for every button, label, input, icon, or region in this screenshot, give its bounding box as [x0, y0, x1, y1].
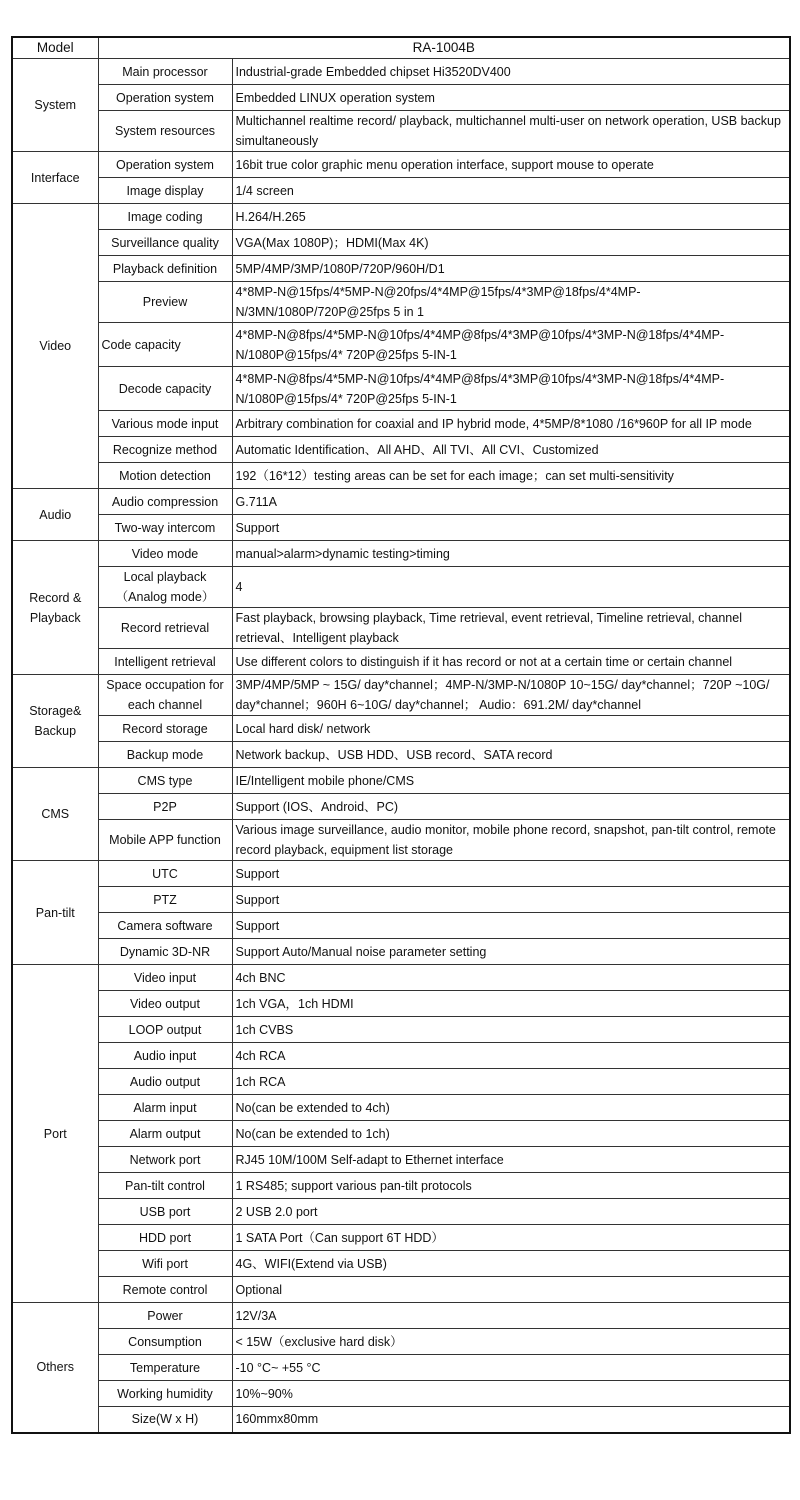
- spec-value-cell: Automatic Identification、All AHD、All TVI、All CVI、Customized: [232, 437, 790, 463]
- table-row: [12, 411, 790, 437]
- table-row: [12, 1251, 790, 1277]
- spec-value-cell: G.711A: [232, 489, 790, 515]
- spec-item-cell: Image display: [98, 178, 232, 204]
- table-row: [12, 230, 790, 256]
- spec-item-cell: Remote control: [98, 1277, 232, 1303]
- spec-item-cell: Size(W x H): [98, 1407, 232, 1433]
- table-row: [12, 541, 790, 567]
- spec-value-cell: 4G、WIFI(Extend via USB): [232, 1251, 790, 1277]
- spec-value-cell: 4*8MP-N@15fps/4*5MP-N@20fps/4*4MP@15fps/4*3MP@18fps/4*4MP-N/3MN/1080P/720P@25fps 5 in 1: [232, 282, 790, 323]
- spec-item-cell: Alarm output: [98, 1121, 232, 1147]
- table-row: [12, 463, 790, 489]
- spec-item-cell: Two-way intercom: [98, 515, 232, 541]
- category-cell: Interface: [12, 152, 98, 204]
- spec-item-cell: UTC: [98, 861, 232, 887]
- table-row: [12, 282, 790, 323]
- spec-body: [12, 59, 790, 1433]
- spec-value-cell: 2 USB 2.0 port: [232, 1199, 790, 1225]
- spec-value-cell: Support: [232, 887, 790, 913]
- spec-item-cell: PTZ: [98, 887, 232, 913]
- spec-value-cell: 10%~90%: [232, 1381, 790, 1407]
- category-cell: Video: [12, 204, 98, 489]
- table-row: [12, 1147, 790, 1173]
- table-row: [12, 1277, 790, 1303]
- spec-item-cell: Operation system: [98, 85, 232, 111]
- spec-value-cell: Embedded LINUX operation system: [232, 85, 790, 111]
- spec-item-cell: Intelligent retrieval: [98, 649, 232, 675]
- spec-value-cell: RJ45 10M/100M Self-adapt to Ethernet interface: [232, 1147, 790, 1173]
- table-row: [12, 515, 790, 541]
- table-row: [12, 256, 790, 282]
- table-row: [12, 1225, 790, 1251]
- table-row: [12, 178, 790, 204]
- spec-item-cell: Record storage: [98, 716, 232, 742]
- table-row: [12, 887, 790, 913]
- spec-item-cell: Video input: [98, 965, 232, 991]
- spec-value-cell: Support Auto/Manual noise parameter setting: [232, 939, 790, 965]
- table-row: [12, 367, 790, 411]
- table-row: [12, 1355, 790, 1381]
- category-cell: Port: [12, 965, 98, 1303]
- spec-item-cell: Pan-tilt control: [98, 1173, 232, 1199]
- spec-value-cell: 1 RS485; support various pan-tilt protocols: [232, 1173, 790, 1199]
- spec-value-cell: 1ch VGA，1ch HDMI: [232, 991, 790, 1017]
- table-row: [12, 567, 790, 608]
- spec-item-cell: Code capacity: [98, 323, 232, 367]
- spec-item-cell: Surveillance quality: [98, 230, 232, 256]
- spec-item-cell: Various mode input: [98, 411, 232, 437]
- spec-item-cell: Backup mode: [98, 742, 232, 768]
- spec-value-cell: Network backup、USB HDD、USB record、SATA record: [232, 742, 790, 768]
- spec-value-cell: Use different colors to distinguish if it has record or not at a certain time or certain channel: [232, 649, 790, 675]
- table-row: [12, 649, 790, 675]
- table-row: [12, 1095, 790, 1121]
- spec-value-cell: IE/Intelligent mobile phone/CMS: [232, 768, 790, 794]
- spec-item-cell: P2P: [98, 794, 232, 820]
- header-row: [12, 37, 790, 59]
- spec-item-cell: Network port: [98, 1147, 232, 1173]
- spec-item-cell: Space occupation for each channel: [98, 675, 232, 716]
- category-cell: Pan-tilt: [12, 861, 98, 965]
- category-cell: Record & Playback: [12, 541, 98, 675]
- spec-value-cell: Industrial-grade Embedded chipset Hi3520DV400: [232, 59, 790, 85]
- table-row: [12, 608, 790, 649]
- spec-value-cell: 4*8MP-N@8fps/4*5MP-N@10fps/4*4MP@8fps/4*3MP@10fps/4*3MP-N@18fps/4*4MP-N/1080P@15fps/4* 720P@25fps 5-IN-1: [232, 367, 790, 411]
- spec-item-cell: Audio input: [98, 1043, 232, 1069]
- spec-item-cell: Alarm input: [98, 1095, 232, 1121]
- table-row: [12, 85, 790, 111]
- category-cell: System: [12, 59, 98, 152]
- spec-value-cell: 4ch RCA: [232, 1043, 790, 1069]
- model-label: Model: [12, 37, 98, 59]
- spec-item-cell: Operation system: [98, 152, 232, 178]
- table-row: [12, 323, 790, 367]
- spec-item-cell: Wifi port: [98, 1251, 232, 1277]
- spec-value-cell: VGA(Max 1080P)；HDMI(Max 4K): [232, 230, 790, 256]
- spec-item-cell: Decode capacity: [98, 367, 232, 411]
- spec-value-cell: Various image surveillance, audio monitor, mobile phone record, snapshot, pan-tilt control, remote record playback, equipment list storage: [232, 820, 790, 861]
- category-cell: CMS: [12, 768, 98, 861]
- spec-value-cell: 192（16*12）testing areas can be set for each image；can set multi-sensitivity: [232, 463, 790, 489]
- table-row: [12, 489, 790, 515]
- spec-value-cell: 4ch BNC: [232, 965, 790, 991]
- spec-table: [11, 36, 791, 1434]
- spec-item-cell: Local playback（Analog mode）: [98, 567, 232, 608]
- spec-value-cell: Multichannel realtime record/ playback, multichannel multi-user on network operation, USB backup simultaneously: [232, 111, 790, 152]
- spec-item-cell: Main processor: [98, 59, 232, 85]
- spec-value-cell: Support: [232, 861, 790, 887]
- spec-item-cell: System resources: [98, 111, 232, 152]
- spec-item-cell: Audio output: [98, 1069, 232, 1095]
- spec-item-cell: Audio compression: [98, 489, 232, 515]
- spec-value-cell: Support: [232, 913, 790, 939]
- spec-value-cell: No(can be extended to 1ch): [232, 1121, 790, 1147]
- table-row: [12, 794, 790, 820]
- table-row: [12, 991, 790, 1017]
- spec-value-cell: 1 SATA Port（Can support 6T HDD）: [232, 1225, 790, 1251]
- spec-item-cell: HDD port: [98, 1225, 232, 1251]
- table-row: [12, 716, 790, 742]
- table-row: [12, 1017, 790, 1043]
- table-row: [12, 675, 790, 716]
- spec-item-cell: Motion detection: [98, 463, 232, 489]
- spec-value-cell: Fast playback, browsing playback, Time retrieval, event retrieval, Timeline retrieval, channel retrieval、Intelligent playback: [232, 608, 790, 649]
- spec-value-cell: No(can be extended to 4ch): [232, 1095, 790, 1121]
- table-row: [12, 1407, 790, 1433]
- spec-item-cell: CMS type: [98, 768, 232, 794]
- spec-value-cell: 3MP/4MP/5MP ~ 15G/ day*channel；4MP-N/3MP-N/1080P 10~15G/ day*channel；720P ~10G/ day*channel；960H 6~10G/ day*channel； Audio：691.2M/ day*channel: [232, 675, 790, 716]
- spec-item-cell: Video output: [98, 991, 232, 1017]
- table-row: [12, 913, 790, 939]
- spec-value-cell: Optional: [232, 1277, 790, 1303]
- spec-item-cell: Dynamic 3D-NR: [98, 939, 232, 965]
- spec-item-cell: Playback definition: [98, 256, 232, 282]
- category-cell: Others: [12, 1303, 98, 1433]
- category-cell: Audio: [12, 489, 98, 541]
- spec-item-cell: Camera software: [98, 913, 232, 939]
- spec-value-cell: 4*8MP-N@8fps/4*5MP-N@10fps/4*4MP@8fps/4*3MP@10fps/4*3MP-N@18fps/4*4MP-N/1080P@15fps/4* 720P@25fps 5-IN-1: [232, 323, 790, 367]
- spec-item-cell: Preview: [98, 282, 232, 323]
- table-row: [12, 59, 790, 85]
- spec-item-cell: Temperature: [98, 1355, 232, 1381]
- table-row: [12, 437, 790, 463]
- spec-value-cell: 5MP/4MP/3MP/1080P/720P/960H/D1: [232, 256, 790, 282]
- model-value: RA-1004B: [98, 37, 790, 59]
- spec-item-cell: Recognize method: [98, 437, 232, 463]
- spec-value-cell: -10 °C~ +55 °C: [232, 1355, 790, 1381]
- table-row: [12, 1121, 790, 1147]
- spec-item-cell: USB port: [98, 1199, 232, 1225]
- spec-item-cell: Power: [98, 1303, 232, 1329]
- table-row: [12, 768, 790, 794]
- table-row: [12, 152, 790, 178]
- spec-item-cell: Video mode: [98, 541, 232, 567]
- table-row: [12, 1173, 790, 1199]
- table-row: [12, 1199, 790, 1225]
- table-row: [12, 1329, 790, 1355]
- table-row: [12, 1303, 790, 1329]
- spec-value-cell: H.264/H.265: [232, 204, 790, 230]
- table-row: [12, 965, 790, 991]
- table-row: [12, 111, 790, 152]
- spec-value-cell: 1ch CVBS: [232, 1017, 790, 1043]
- spec-value-cell: < 15W（exclusive hard disk）: [232, 1329, 790, 1355]
- spec-item-cell: LOOP output: [98, 1017, 232, 1043]
- table-row: [12, 1043, 790, 1069]
- spec-item-cell: Mobile APP function: [98, 820, 232, 861]
- spec-value-cell: Arbitrary combination for coaxial and IP hybrid mode, 4*5MP/8*1080 /16*960P for all IP mode: [232, 411, 790, 437]
- table-row: [12, 742, 790, 768]
- spec-value-cell: 160mmx80mm: [232, 1407, 790, 1433]
- spec-item-cell: Working humidity: [98, 1381, 232, 1407]
- spec-value-cell: 12V/3A: [232, 1303, 790, 1329]
- spec-value-cell: 1ch RCA: [232, 1069, 790, 1095]
- table-row: [12, 1069, 790, 1095]
- spec-value-cell: 16bit true color graphic menu operation interface, support mouse to operate: [232, 152, 790, 178]
- spec-value-cell: manual>alarm>dynamic testing>timing: [232, 541, 790, 567]
- table-row: [12, 204, 790, 230]
- spec-item-cell: Image coding: [98, 204, 232, 230]
- table-row: [12, 861, 790, 887]
- table-row: [12, 1381, 790, 1407]
- table-row: [12, 820, 790, 861]
- spec-value-cell: Support: [232, 515, 790, 541]
- spec-value-cell: 1/4 screen: [232, 178, 790, 204]
- category-cell: Storage& Backup: [12, 675, 98, 768]
- spec-value-cell: 4: [232, 567, 790, 608]
- spec-item-cell: Record retrieval: [98, 608, 232, 649]
- spec-item-cell: Consumption: [98, 1329, 232, 1355]
- table-row: [12, 939, 790, 965]
- spec-value-cell: Local hard disk/ network: [232, 716, 790, 742]
- spec-value-cell: Support (IOS、Android、PC): [232, 794, 790, 820]
